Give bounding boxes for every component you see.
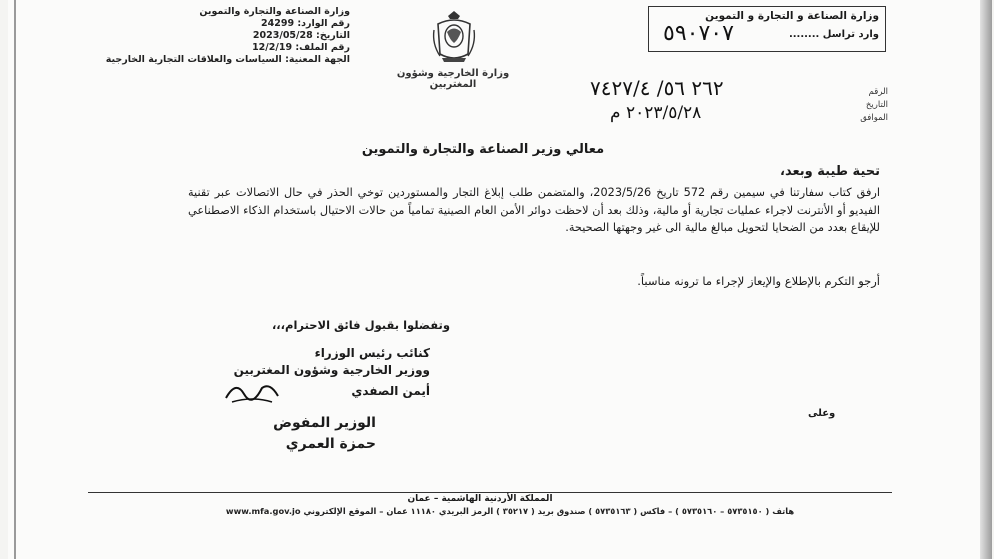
reference-date: ٢٠٢٣/٥/٢٨ م [610,103,702,123]
deputy-title: الوزير المفوض [273,415,376,431]
reference-corresponding-label: الموافق [860,113,888,123]
scan-edge-right [980,0,992,559]
incoming-stamp-left [20,6,350,66]
deputy-block [190,413,376,455]
letter-body: ارفق كتاب سفارتنا في سيمين رقم 572 تاريخ 2023/5/26، والمتضمن طلب إبلاغ التجار والمستوردين توخي الحذر في حال الاتصالات عبر تقنية الفيديو أو الأنترنت لاجراء عمليات تجارية أو مالية، وذلك بعد أن لاحظت دوائر الأمن العام الصينية تمامياً من حالات الاحتيال باستخدام الذكاء الاصطناعي للإيقاع بعدد من الضحايا لتحويل مبالغ مالية الى غير وجهتها الصحيحة. [188,186,880,235]
reference-date-label: التاريخ [865,100,888,110]
incoming-stamp-right [648,6,886,52]
regards-line: وتفضلوا بقبول فائق الاحترام،،، [271,318,450,332]
coat-of-arms-icon [430,10,478,64]
signature-line1: كنائب رئيس الوزراء [314,346,430,360]
reference-number-label: الرقم [868,87,888,97]
deputy-name: حمزة العمري [285,436,376,452]
reference-number: ٢٦٢ ٥٦/ ٧٤٢٧/٤ [590,76,724,100]
footer-address: المملكة الأردنية الهاشمية – عمان [407,494,553,504]
stamp-date: التاريخ: 2023/05/28 [252,30,350,41]
footer-divider [88,492,892,493]
stamp-right-ministry: وزارة الصناعة و التجارة و التموين [705,10,879,22]
salutation: معالي وزير الصناعة والتجارة والتموين [361,142,605,157]
stamp-file-no: رقم الملف: 12/2/19 [252,42,350,53]
ministry-name: وزارة الخارجية وشؤون المغتربين [396,68,510,90]
stamp-ministry: وزارة الصناعة والتجارة والتموين [199,6,350,17]
stamp-right-number: ٥٩٠٧٠٧ [663,21,734,46]
reference-labels [840,86,888,125]
scan-edge-left [14,0,16,559]
greeting: تحية طيبة وبعد، [780,164,880,179]
margin-note: وعلى [808,408,836,419]
request-line: أرجو التكرم بالإطلاع والإيعاز لإجراء ما ترونه مناسباً. [637,274,880,288]
footer-contact: هاتف ( ٥٧٣٥١٥٠ – ٥٧٣٥١٦٠ ) – فاكس ( ٥٧٣٥١٦٣ ) صندوق بريد ( ٣٥٢١٧ ) الرمز البريدي ١١١٨٠ عمان – الموقع الإلكتروني www.mfa.gov.jo [225,506,795,516]
signature-name: أيمن الصفدي [351,384,430,398]
signature-line2: ووزير الخارجية وشؤون المغتربين [233,363,430,377]
handwritten-signature [222,376,282,406]
stamp-department: الجهة المعنية: السياسات والعلاقات التجارية الخارجية [105,54,350,65]
stamp-incoming-no: رقم الوارد: 24299 [261,18,350,29]
stamp-right-incoming: وارد تراسل ........ [788,29,879,40]
